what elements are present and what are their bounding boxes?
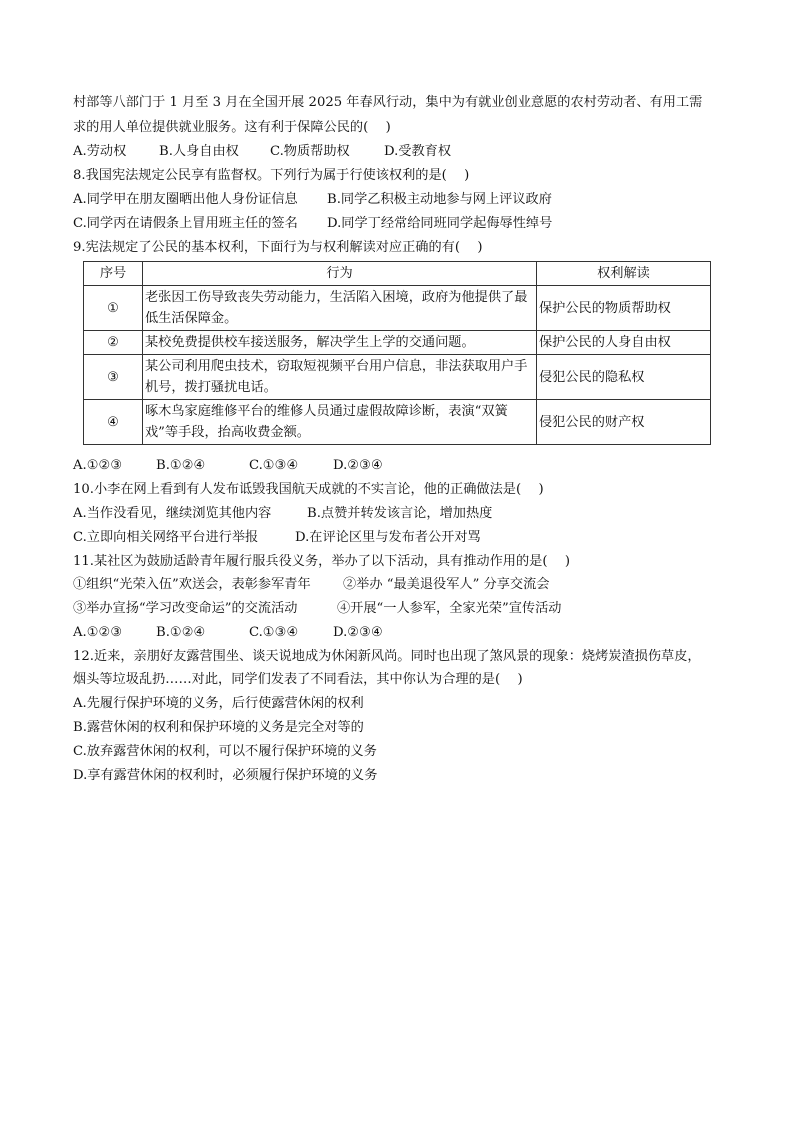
q10-options-row2 [73, 529, 481, 547]
q9-table [83, 261, 711, 445]
q8-option-a: A.同学甲在朋友圈晒出他人身份证信息 [73, 192, 298, 207]
q12-option-c: C.放弃露营休闲的权利，可以不履行保护环境的义务 [73, 744, 377, 759]
q7-option-d: D.受教育权 [384, 144, 452, 159]
q9-option-a: A.①②③ [73, 458, 123, 473]
q8-option-d: D.同学丁经常给同班同学起侮辱性绰号 [327, 216, 553, 231]
q9-row4-right: 侵犯公民的财产权 [537, 400, 711, 445]
table-row [84, 355, 711, 400]
q10-option-b: B.点赞并转发该言论，增加热度 [307, 506, 493, 521]
q7-stem-line1: 村部等八部门于 1 月至 3 月在全国开展 2025 年春风行动，集中为有就业创业意愿的农村劳动者、有用工需 [73, 95, 703, 110]
q11-options [73, 624, 383, 642]
q7-stem-line2: 求的用人单位提供就业服务。这有利于保障公民的( ) [73, 120, 391, 135]
q11-option-c: C.①③④ [249, 625, 299, 640]
q8-option-b: B.同学乙积极主动地参与网上评议政府 [327, 192, 552, 207]
table-row [84, 331, 711, 355]
q11-items-row2 [73, 600, 561, 618]
q11-stem: 11.某社区为鼓励适龄青年履行服兵役义务，举办了以下活动，具有推动作用的是( ) [73, 554, 571, 569]
q9-row3-right: 侵犯公民的隐私权 [537, 355, 711, 400]
q9-option-c: C.①③④ [249, 458, 299, 473]
q12-stem-line2: 烟头等垃圾乱扔……对此，同学们发表了不同看法，其中你认为合理的是( ) [73, 672, 523, 687]
q9-row2-behavior: 某校免费提供校车接送服务，解决学生上学的交通问题。 [143, 331, 537, 355]
q9-row3-no: ③ [84, 355, 143, 400]
q9-row4-no: ④ [84, 400, 143, 445]
q9-row4-behavior: 啄木鸟家庭维修平台的维修人员通过虚假故障诊断，表演“双簧戏”等手段，抬高收费金额。 [143, 400, 537, 445]
q8-option-c: C.同学丙在请假条上冒用班主任的签名 [73, 216, 298, 231]
q9-row2-right: 保护公民的人身自由权 [537, 331, 711, 355]
q9-row1-behavior: 老张因工伤导致丧失劳动能力，生活陷入困境，政府为他提供了最低生活保障金。 [143, 286, 537, 331]
q9-row2-no: ② [84, 331, 143, 355]
q9-header-behavior: 行为 [143, 262, 537, 286]
q7-option-a: A.劳动权 [73, 144, 127, 159]
q11-item-2: ②举办 “最美退役军人” 分享交流会 [343, 577, 550, 592]
q7-option-c: C.物质帮助权 [270, 144, 350, 159]
table-row [84, 286, 711, 331]
q10-option-c: C.立即向相关网络平台进行举报 [73, 530, 259, 545]
q10-options-row1 [73, 505, 492, 523]
q9-header-no: 序号 [84, 262, 143, 286]
q10-option-d: D.在评论区里与发布者公开对骂 [295, 530, 481, 545]
q9-option-b: B.①②④ [156, 458, 206, 473]
q7-option-b: B.人身自由权 [159, 144, 239, 159]
q9-row3-behavior: 某公司利用爬虫技术，窃取短视频平台用户信息，非法获取用户手机号，拨打骚扰电话。 [143, 355, 537, 400]
q8-options-row2 [73, 215, 552, 233]
q9-header-right: 权利解读 [537, 262, 711, 286]
q11-option-b: B.①②④ [156, 625, 206, 640]
q7-options [73, 143, 451, 161]
q10-stem: 10.小李在网上看到有人发布诋毁我国航天成就的不实言论，他的正确做法是( ) [73, 482, 544, 497]
q11-option-d: D.②③④ [333, 625, 383, 640]
q9-row1-right: 保护公民的物质帮助权 [537, 286, 711, 331]
table-row [84, 400, 711, 445]
q12-option-a: A.先履行保护环境的义务，后行使露营休闲的权利 [73, 696, 364, 711]
q10-option-a: A.当作没看见，继续浏览其他内容 [73, 506, 272, 521]
q9-stem: 9.宪法规定了公民的基本权利，下面行为与权利解读对应正确的有( ) [73, 240, 483, 255]
q9-row1-no: ① [84, 286, 143, 331]
q11-item-3: ③举办宣扬“学习改变命运”的交流活动 [73, 601, 298, 616]
q11-item-1: ①组织“光荣入伍”欢送会，表彰参军青年 [73, 577, 311, 592]
q12-option-b: B.露营休闲的权利和保护环境的义务是完全对等的 [73, 720, 364, 735]
q12-stem-line1: 12.近来，亲朋好友露营围坐、谈天说地成为休闲新风尚。同时也出现了煞风景的现象：烧烤炭渣损伤草皮， [73, 649, 701, 664]
q9-option-d: D.②③④ [333, 458, 383, 473]
q11-option-a: A.①②③ [73, 625, 123, 640]
q11-items-row1 [73, 576, 550, 594]
q8-options-row1 [73, 191, 552, 209]
q12-option-d: D.享有露营休闲的权利时，必须履行保护环境的义务 [73, 768, 378, 783]
q8-stem: 8.我国宪法规定公民享有监督权。下列行为属于行使该权利的是( ) [73, 168, 470, 183]
q11-item-4: ④开展“一人参军，全家光荣”宣传活动 [337, 601, 562, 616]
q9-table-header [84, 262, 711, 286]
q9-options [73, 457, 383, 475]
